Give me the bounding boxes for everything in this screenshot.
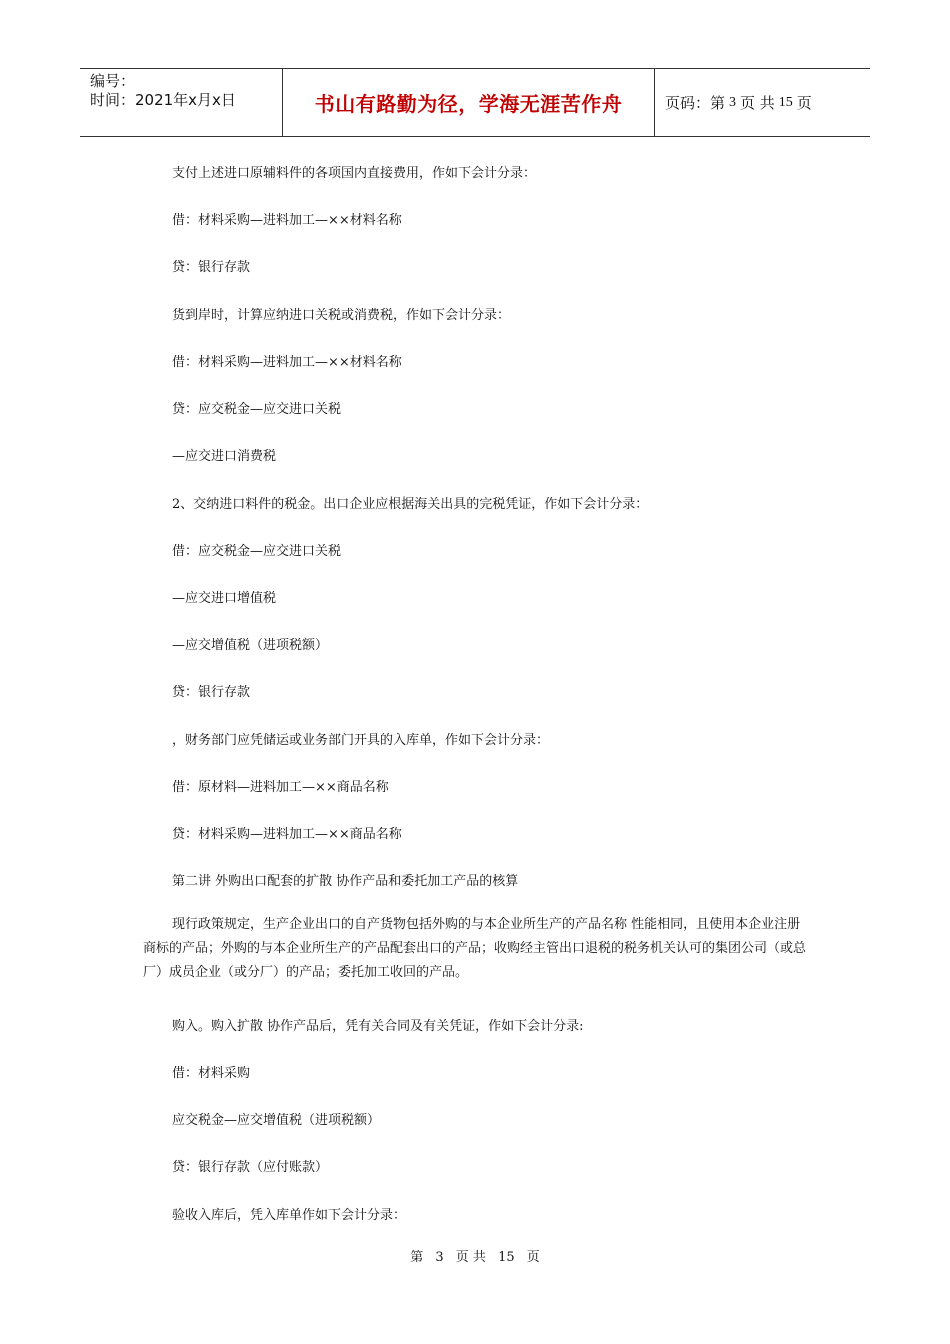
footer-suffix: 页 (526, 1250, 540, 1265)
text-line: 贷：银行存款 (172, 685, 251, 700)
header-meta (80, 69, 282, 136)
page-footer (0, 1246, 950, 1265)
time-label: 时间：2021年x月x日 (90, 91, 236, 109)
page-header (80, 68, 870, 137)
text-line: 支付上述进口原辅料件的各项国内直接费用，作如下会计分录： (172, 166, 537, 181)
footer-prefix: 第 (410, 1250, 424, 1265)
text-line: —应交增值税（进项税额） (172, 638, 329, 653)
text-line: —应交进口消费税 (172, 449, 277, 464)
text-line: ，财务部门应凭储运或业务部门开具的入库单，作如下会计分录： (172, 733, 550, 748)
text-line: 贷：银行存款 (172, 260, 251, 275)
text-line: 贷：应交税金—应交进口关税 (172, 402, 342, 417)
text-line: 借：材料采购 (172, 1066, 251, 1081)
text-line: —应交进口增值税 (172, 591, 277, 606)
text-line: 验收入库后，凭入库单作如下会计分录： (172, 1208, 407, 1223)
motto: 书山有路勤为径，学海无涯苦作舟 (314, 92, 623, 116)
footer-page-number: 3 (435, 1250, 444, 1265)
text-line: 借：原材料—进料加工—××商品名称 (172, 780, 389, 795)
text-line: 货到岸时，计算应纳进口关税或消费税，作如下会计分录： (172, 308, 511, 323)
header-motto-cell (282, 69, 655, 136)
text-line: 借：材料采购—进料加工—××材料名称 (172, 213, 402, 228)
page-mid: 页 共 (740, 94, 775, 112)
text-line: 借：材料采购—进料加工—××材料名称 (172, 355, 402, 370)
header-page-indicator (655, 69, 870, 136)
text-line: 2、交纳进口料件的税金。出口企业应根据海关出具的完税凭证，作如下会计分录： (172, 497, 649, 512)
page-prefix: 页码：第 (665, 94, 726, 112)
footer-mid: 页 共 (455, 1250, 486, 1265)
section-heading: 第二讲 外购出口配套的扩散 协作产品和委托加工产品的核算 (172, 874, 519, 889)
text-line: 借：应交税金—应交进口关税 (172, 544, 342, 559)
page-number: 3 (729, 94, 737, 110)
page-total: 15 (778, 94, 793, 110)
footer-page-total: 15 (498, 1250, 515, 1265)
code-label: 编号： (90, 72, 136, 90)
text-line: 应交税金—应交增值税（进项税额） (172, 1113, 381, 1128)
page-suffix: 页 (796, 94, 812, 112)
text-line: 购入。购入扩散 协作产品后，凭有关合同及有关凭证，作如下会计分录: (172, 1019, 584, 1034)
body-paragraph: 现行政策规定，生产企业出口的自产货物包括外购的与本企业所生产的产品名称 性能相同，且使用本企业注册商标的产品；外购的与本企业所生产的产品配套出口的产品；收购经主管出口退税的税务机关认可的集团公司（或总厂）成员企业（或分厂）的产品；委托加工收回的产品。 (143, 917, 807, 980)
text-line: 贷：材料采购—进料加工—××商品名称 (172, 827, 402, 842)
text-line: 贷：银行存款（应付账款） (172, 1160, 329, 1175)
